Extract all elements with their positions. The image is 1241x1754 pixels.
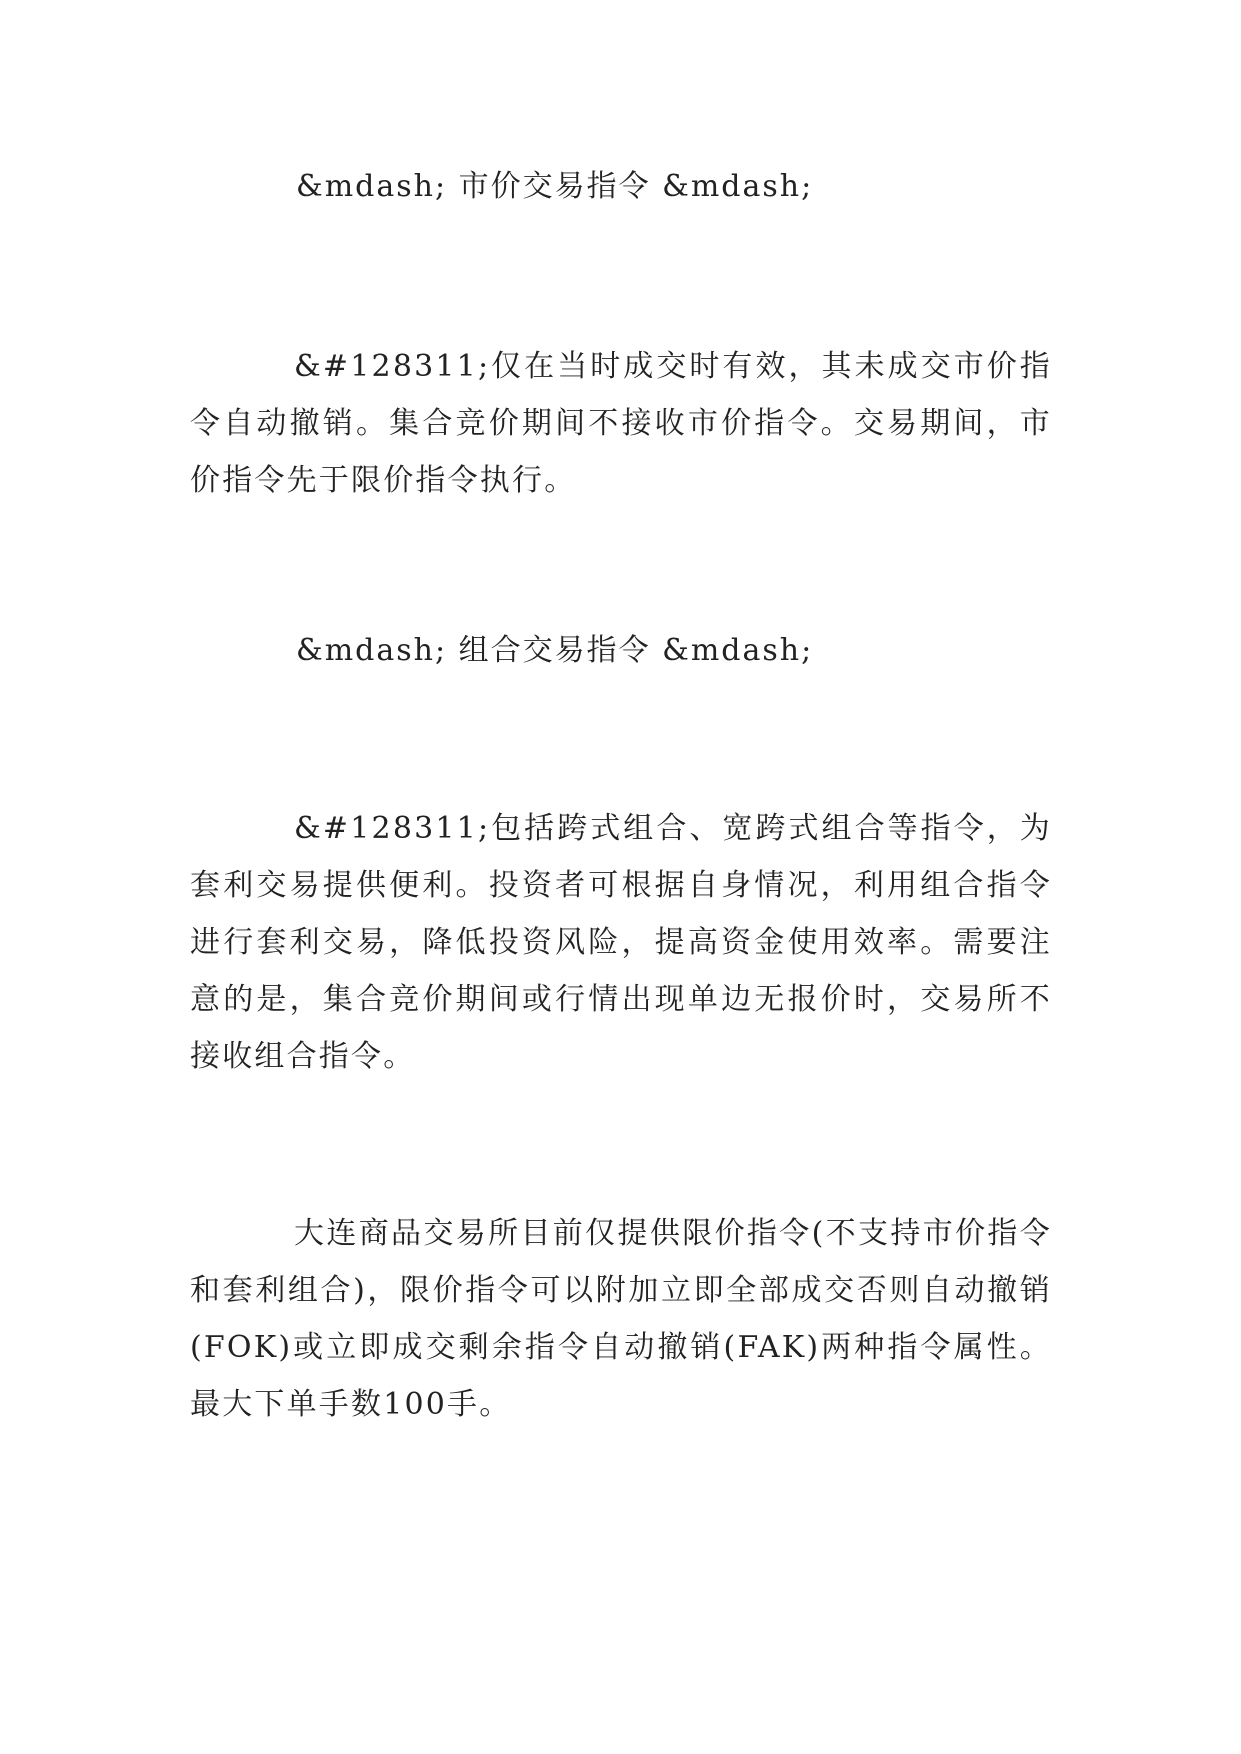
combination-order-heading: &mdash; 组合交易指令 &mdash; bbox=[296, 633, 814, 668]
market-order-heading: &mdash; 市价交易指令 &mdash; bbox=[296, 169, 814, 204]
dalian-exchange-paragraph: 大连商品交易所目前仅提供限价指令(不支持市价指令和套利组合)，限价指令可以附加立即全部成交否则自动撤销(FOK)或立即成交剩余指令自动撤销(FAK)两种指令属性。最大下单手数100手。 bbox=[190, 1216, 1052, 1422]
combination-order-paragraph: &#128311;包括跨式组合、宽跨式组合等指令，为套利交易提供便利。投资者可根据自身情况，利用组合指令进行套利交易，降低投资风险，提高资金使用效率。需要注意的是，集合竞价期间或行情出现单边无报价时，交易所不接收组合指令。 bbox=[190, 811, 1052, 1074]
market-order-paragraph: &#128311;仅在当时成交时有效，其未成交市价指令自动撤销。集合竞价期间不接收市价指令。交易期间，市价指令先于限价指令执行。 bbox=[190, 349, 1052, 498]
